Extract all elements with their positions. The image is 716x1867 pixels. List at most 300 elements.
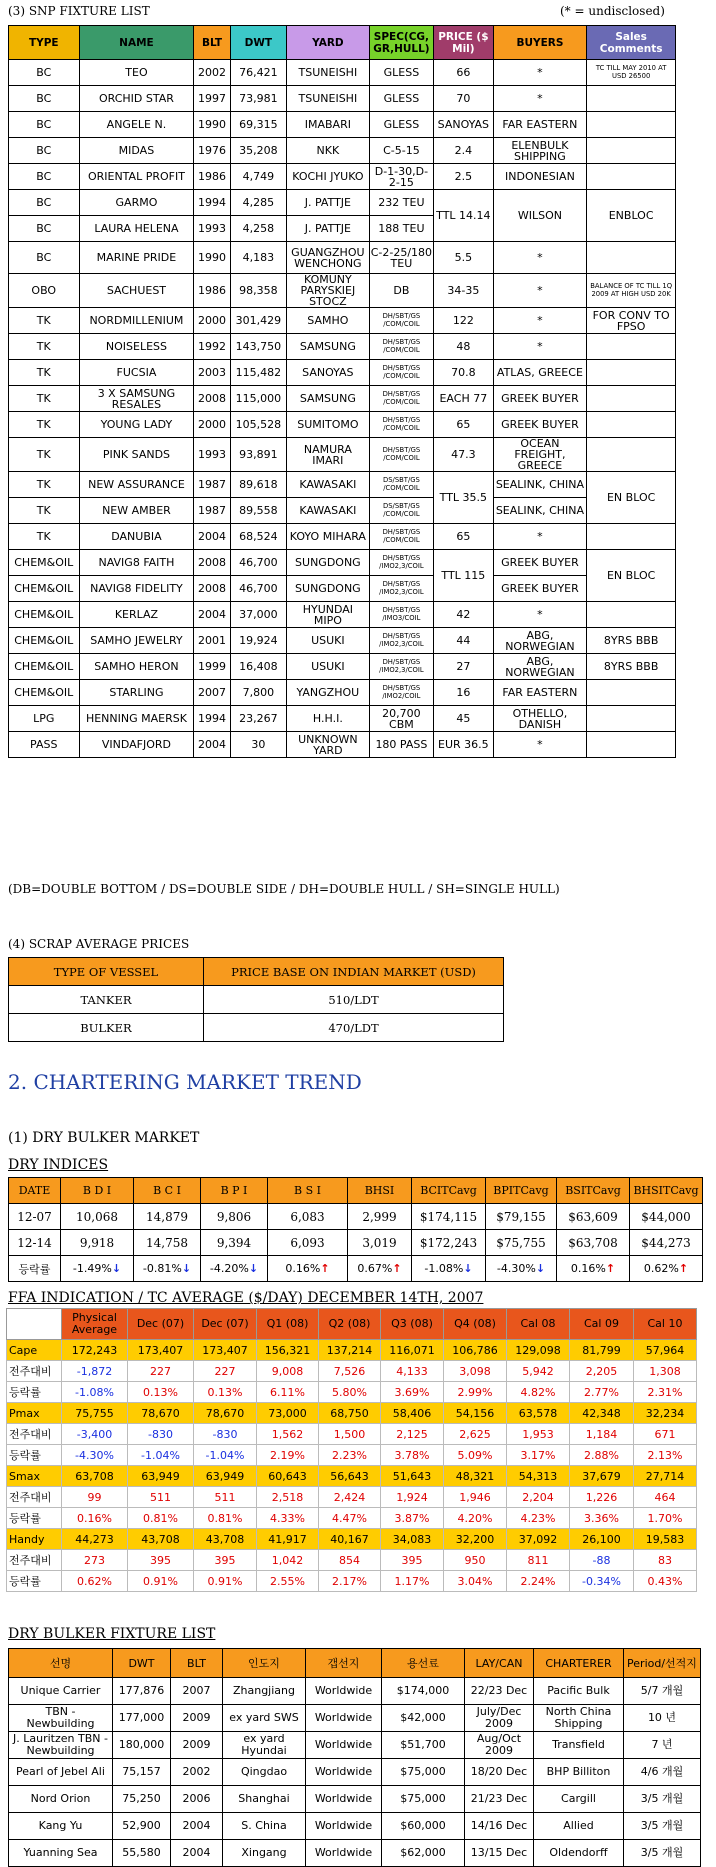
table-cell: [587, 112, 676, 138]
ffa-value-cell: 54,313: [507, 1466, 570, 1487]
table-cell: NORDMILLENIUM: [79, 308, 194, 334]
table-cell: SUNGDONG: [287, 576, 370, 602]
fixture-column-header: 선명: [9, 1649, 113, 1678]
ffa-pct-cell: 3.17%: [507, 1445, 570, 1466]
table-cell: WILSON: [493, 190, 587, 242]
arrow-up-icon: ↑: [392, 1262, 402, 1275]
table-cell: *: [493, 274, 587, 308]
snp-column-header: YARD: [287, 26, 370, 60]
table-cell: [587, 680, 676, 706]
table-cell: SAMSUNG: [287, 386, 370, 412]
table-cell: 1986: [194, 274, 230, 308]
table-cell: TK: [9, 498, 80, 524]
table-cell: NAVIG8 FIDELITY: [79, 576, 194, 602]
ffa-value-cell: 81,799: [570, 1340, 634, 1361]
table-cell: TEO: [79, 60, 194, 86]
ffa-value-cell: 173,407: [128, 1340, 194, 1361]
table-cell: 188 TEU: [369, 216, 433, 242]
table-cell: 4,285: [230, 190, 286, 216]
table-cell: 2.5: [434, 164, 493, 190]
table-cell: *: [493, 524, 587, 550]
ffa-value-cell: 56,643: [319, 1466, 381, 1487]
ffa-diff-cell: 2,625: [444, 1424, 507, 1445]
ffa-pct-cell: 3.78%: [381, 1445, 444, 1466]
fixture-column-header: Period/선적지: [624, 1649, 701, 1678]
ffa-pct-cell: 1.17%: [381, 1571, 444, 1592]
table-cell: DH/SBT/GS /COM/COIL: [369, 386, 433, 412]
table-cell: GREEK BUYER: [493, 576, 587, 602]
table-cell: BC: [9, 60, 80, 86]
table-cell: 4/6 개월: [624, 1759, 701, 1786]
table-cell: [587, 138, 676, 164]
fixture-column-header: CHARTERER: [534, 1649, 624, 1678]
table-cell: SEALINK, CHINA: [493, 498, 587, 524]
indices-column-header: B S I: [268, 1178, 348, 1204]
table-row: [9, 1840, 701, 1867]
table-cell: Cargill: [534, 1786, 624, 1813]
ffa-main-row: [7, 1340, 697, 1361]
scrap-cell: 510/LDT: [204, 986, 504, 1014]
ffa-diff-row: [7, 1424, 697, 1445]
ffa-value-cell: 172,243: [62, 1340, 128, 1361]
indices-column-header: DATE: [9, 1178, 61, 1204]
indices-change-cell: [134, 1256, 201, 1282]
ffa-value-cell: 63,949: [128, 1466, 194, 1487]
indices-column-header: BHSI: [348, 1178, 412, 1204]
table-cell: ABG, NORWEGIAN: [493, 628, 587, 654]
table-cell: DH/SBT/GS /IMO2,3/COIL: [369, 654, 433, 680]
table-cell: D-1-30,D-2-15: [369, 164, 433, 190]
table-cell: 70: [434, 86, 493, 112]
table-row: [9, 164, 676, 190]
indices-column-header: B D I: [61, 1178, 134, 1204]
table-cell: DANUBIA: [79, 524, 194, 550]
table-cell: [587, 164, 676, 190]
ffa-column-header: Q4 (08): [444, 1309, 507, 1340]
ffa-value-cell: 63,578: [507, 1403, 570, 1424]
table-row: [9, 1732, 701, 1759]
table-cell: 4,749: [230, 164, 286, 190]
ffa-value-cell: 63,949: [194, 1466, 257, 1487]
ffa-pct-cell: -4.30%: [62, 1445, 128, 1466]
table-cell: 2004: [194, 732, 230, 758]
ffa-pct-cell: 2.23%: [319, 1445, 381, 1466]
ffa-pct-cell: 0.91%: [128, 1571, 194, 1592]
indices-cell: 12-14: [9, 1230, 61, 1256]
table-row: [9, 438, 676, 472]
scrap-header-price: PRICE BASE ON INDIAN MARKET (USD): [204, 958, 504, 986]
table-row: [9, 334, 676, 360]
table-cell: 1987: [194, 472, 230, 498]
ffa-pct-cell: 2.13%: [634, 1445, 697, 1466]
fixture-column-header: BLT: [171, 1649, 223, 1678]
ffa-value-cell: 57,964: [634, 1340, 697, 1361]
table-cell: KAWASAKI: [287, 498, 370, 524]
table-cell: NKK: [287, 138, 370, 164]
table-cell: [587, 412, 676, 438]
table-cell: DH/SBT/GS /COM/COIL: [369, 308, 433, 334]
snp-column-header: Sales Comments: [587, 26, 676, 60]
ffa-pct-cell: 0.91%: [194, 1571, 257, 1592]
table-cell: 8YRS BBB: [587, 654, 676, 680]
table-cell: 23,267: [230, 706, 286, 732]
table-cell: LPG: [9, 706, 80, 732]
ffa-diff-cell: 227: [194, 1361, 257, 1382]
ffa-value-cell: 73,000: [257, 1403, 319, 1424]
table-cell: TK: [9, 438, 80, 472]
table-cell: Oldendorff: [534, 1840, 624, 1867]
table-row: [9, 138, 676, 164]
change-value: 0.62%: [643, 1262, 679, 1275]
table-cell: VINDAFJORD: [79, 732, 194, 758]
ffa-pct-cell: 2.17%: [319, 1571, 381, 1592]
table-cell: ORIENTAL PROFIT: [79, 164, 194, 190]
scrap-cell: TANKER: [9, 986, 204, 1014]
table-cell: 177,000: [113, 1705, 171, 1732]
table-cell: TBN - Newbuilding: [9, 1705, 113, 1732]
ffa-column-header: Physical Average: [62, 1309, 128, 1340]
indices-column-header: BHSITCavg: [630, 1178, 703, 1204]
table-cell: KOYO MIHARA: [287, 524, 370, 550]
table-cell: 19,924: [230, 628, 286, 654]
table-cell: $174,000: [382, 1678, 465, 1705]
table-cell: EN BLOC: [587, 472, 676, 524]
ffa-pct-row: [7, 1445, 697, 1466]
ffa-diff-cell: 2,125: [381, 1424, 444, 1445]
ffa-pct-cell: 1.70%: [634, 1508, 697, 1529]
table-cell: 55,580: [113, 1840, 171, 1867]
fixture-column-header: LAY/CAN: [465, 1649, 534, 1678]
table-row: [9, 190, 676, 216]
table-cell: TTL 115: [434, 550, 493, 602]
table-cell: [587, 360, 676, 386]
table-cell: 2007: [194, 680, 230, 706]
table-cell: 5.5: [434, 242, 493, 274]
table-cell: 37,000: [230, 602, 286, 628]
change-value: 0.67%: [357, 1262, 393, 1275]
indices-column-header: BPITCavg: [486, 1178, 557, 1204]
indices-cell: 12-07: [9, 1204, 61, 1230]
table-cell: FOR CONV TO FPSO: [587, 308, 676, 334]
table-cell: Qingdao: [223, 1759, 306, 1786]
ffa-diff-cell: 2,205: [570, 1361, 634, 1382]
indices-cell: 10,068: [61, 1204, 134, 1230]
table-cell: CHEM&OIL: [9, 602, 80, 628]
arrow-down-icon: ↓: [248, 1262, 259, 1275]
ffa-diff-cell: 83: [634, 1550, 697, 1571]
ffa-column-header: [7, 1309, 62, 1340]
table-cell: [587, 732, 676, 758]
table-cell: [587, 438, 676, 472]
table-cell: 1992: [194, 334, 230, 360]
table-cell: 75,250: [113, 1786, 171, 1813]
snp-column-header: TYPE: [9, 26, 80, 60]
table-cell: 13/15 Dec: [465, 1840, 534, 1867]
table-cell: 22/23 Dec: [465, 1678, 534, 1705]
ffa-diff-cell: 395: [128, 1550, 194, 1571]
table-cell: TK: [9, 334, 80, 360]
ffa-value-cell: 40,167: [319, 1529, 381, 1550]
ffa-vessel-label: Handy: [7, 1529, 62, 1550]
ffa-pct-cell: 2.88%: [570, 1445, 634, 1466]
snp-column-header: SPEC(CG, GR,HULL): [369, 26, 433, 60]
table-cell: CHEM&OIL: [9, 628, 80, 654]
snp-footnote: (DB=DOUBLE BOTTOM / DS=DOUBLE SIDE / DH=DOUBLE HULL / SH=SINGLE HULL): [8, 882, 560, 896]
table-cell: SAMHO JEWELRY: [79, 628, 194, 654]
ffa-pct-cell: 4.20%: [444, 1508, 507, 1529]
ffa-diff-cell: 395: [381, 1550, 444, 1571]
ffa-diff-cell: -830: [194, 1424, 257, 1445]
snp-column-header: BLT: [194, 26, 230, 60]
table-cell: 44: [434, 628, 493, 654]
ffa-pct-cell: 3.36%: [570, 1508, 634, 1529]
table-cell: DH/SBT/GS /IMO2/COIL: [369, 680, 433, 706]
table-cell: 1993: [194, 216, 230, 242]
table-cell: 1987: [194, 498, 230, 524]
ffa-value-cell: 19,583: [634, 1529, 697, 1550]
table-cell: SEALINK, CHINA: [493, 472, 587, 498]
ffa-value-cell: 54,156: [444, 1403, 507, 1424]
change-value: -4.30%: [496, 1262, 536, 1275]
table-cell: 1990: [194, 242, 230, 274]
table-cell: 1986: [194, 164, 230, 190]
table-cell: Xingang: [223, 1840, 306, 1867]
ffa-diff-cell: 9,008: [257, 1361, 319, 1382]
table-cell: PINK SANDS: [79, 438, 194, 472]
table-cell: MARINE PRIDE: [79, 242, 194, 274]
table-cell: ENBLOC: [587, 190, 676, 242]
ffa-diff-cell: 1,946: [444, 1487, 507, 1508]
table-cell: 21/23 Dec: [465, 1786, 534, 1813]
table-cell: 180,000: [113, 1732, 171, 1759]
indices-cell: 14,879: [134, 1204, 201, 1230]
table-cell: 3/5 개월: [624, 1813, 701, 1840]
ffa-main-row: [7, 1529, 697, 1550]
table-cell: 20,700 CBM: [369, 706, 433, 732]
table-cell: DB: [369, 274, 433, 308]
indices-cell: $75,755: [486, 1230, 557, 1256]
table-cell: UNKNOWN YARD: [287, 732, 370, 758]
arrow-up-icon: ↑: [678, 1262, 689, 1275]
table-cell: KERLAZ: [79, 602, 194, 628]
ffa-pct-label: 등락률: [7, 1508, 62, 1529]
table-cell: 2000: [194, 308, 230, 334]
table-cell: BALANCE OF TC TILL 1Q 2009 AT HIGH USD 20K: [587, 274, 676, 308]
table-cell: TK: [9, 308, 80, 334]
ffa-value-cell: 173,407: [194, 1340, 257, 1361]
table-cell: DS/SBT/GS /COM/COIL: [369, 498, 433, 524]
ffa-diff-cell: 2,518: [257, 1487, 319, 1508]
table-cell: DH/SBT/GS /COM/COIL: [369, 524, 433, 550]
ffa-pct-row: [7, 1382, 697, 1403]
ffa-column-header: Cal 08: [507, 1309, 570, 1340]
table-cell: 7,800: [230, 680, 286, 706]
table-cell: KOCHI JYUKO: [287, 164, 370, 190]
table-cell: HYUNDAI MIPO: [287, 602, 370, 628]
table-cell: TTL 14.14: [434, 190, 493, 242]
table-cell: 3/5 개월: [624, 1840, 701, 1867]
ffa-vessel-label: Smax: [7, 1466, 62, 1487]
table-cell: 1994: [194, 706, 230, 732]
table-cell: [587, 706, 676, 732]
table-cell: 75,157: [113, 1759, 171, 1786]
table-cell: 66: [434, 60, 493, 86]
ffa-diff-cell: 1,226: [570, 1487, 634, 1508]
table-cell: 180 PASS: [369, 732, 433, 758]
ffa-diff-label: 전주대비: [7, 1424, 62, 1445]
ffa-diff-cell: 811: [507, 1550, 570, 1571]
table-cell: *: [493, 86, 587, 112]
ffa-diff-cell: 1,924: [381, 1487, 444, 1508]
arrow-down-icon: ↓: [111, 1262, 122, 1275]
change-value: 0.16%: [285, 1262, 321, 1275]
indices-change-cell: [486, 1256, 557, 1282]
ffa-value-cell: 42,348: [570, 1403, 634, 1424]
ffa-main-row: [7, 1466, 697, 1487]
indices-cell: $174,115: [412, 1204, 486, 1230]
dry-indices-title: DRY INDICES: [8, 1157, 109, 1173]
ffa-pct-cell: 4.47%: [319, 1508, 381, 1529]
table-cell: SAMSUNG: [287, 334, 370, 360]
table-cell: 2004: [171, 1813, 223, 1840]
ffa-value-cell: 27,714: [634, 1466, 697, 1487]
table-cell: Worldwide: [306, 1786, 382, 1813]
change-value: -4.20%: [209, 1262, 249, 1275]
table-cell: Transfield: [534, 1732, 624, 1759]
table-cell: TSUNEISHI: [287, 86, 370, 112]
table-cell: 2007: [171, 1678, 223, 1705]
table-cell: 2003: [194, 360, 230, 386]
indices-cell: $63,609: [557, 1204, 630, 1230]
table-cell: 2.4: [434, 138, 493, 164]
table-cell: ORCHID STAR: [79, 86, 194, 112]
table-cell: 65: [434, 412, 493, 438]
table-row: [9, 1705, 701, 1732]
table-cell: CHEM&OIL: [9, 654, 80, 680]
ffa-pct-cell: -1.04%: [194, 1445, 257, 1466]
ffa-diff-cell: 2,424: [319, 1487, 381, 1508]
table-row: [9, 112, 676, 138]
indices-cell: 9,394: [201, 1230, 268, 1256]
table-cell: 2002: [194, 60, 230, 86]
table-cell: OCEAN FREIGHT, GREECE: [493, 438, 587, 472]
table-cell: 1990: [194, 112, 230, 138]
ffa-diff-cell: 227: [128, 1361, 194, 1382]
table-cell: NOISELESS: [79, 334, 194, 360]
table-cell: 2001: [194, 628, 230, 654]
ffa-column-header: Q3 (08): [381, 1309, 444, 1340]
indices-cell: 9,806: [201, 1204, 268, 1230]
table-cell: 115,482: [230, 360, 286, 386]
table-cell: 4,258: [230, 216, 286, 242]
table-cell: BC: [9, 216, 80, 242]
table-cell: 301,429: [230, 308, 286, 334]
table-cell: [587, 602, 676, 628]
ffa-pct-label: 등락률: [7, 1571, 62, 1592]
ffa-pct-cell: 2.19%: [257, 1445, 319, 1466]
table-cell: NEW AMBER: [79, 498, 194, 524]
table-cell: DH/SBT/GS /IMO2,3/COIL: [369, 576, 433, 602]
table-cell: [587, 524, 676, 550]
scrap-title: (4) SCRAP AVERAGE PRICES: [8, 937, 190, 951]
table-cell: FUCSIA: [79, 360, 194, 386]
table-cell: KOMUNY PARYSKIEJ STOCZ: [287, 274, 370, 308]
indices-cell: $44,000: [630, 1204, 703, 1230]
table-cell: DH/SBT/GS /COM/COIL: [369, 438, 433, 472]
ffa-diff-label: 전주대비: [7, 1550, 62, 1571]
table-cell: Shanghai: [223, 1786, 306, 1813]
arrow-down-icon: ↓: [181, 1262, 192, 1275]
indices-cell: 14,758: [134, 1230, 201, 1256]
ffa-diff-cell: 273: [62, 1550, 128, 1571]
table-cell: GLESS: [369, 60, 433, 86]
ffa-value-cell: 116,071: [381, 1340, 444, 1361]
table-cell: GUANGZHOU WENCHONG: [287, 242, 370, 274]
indices-column-header: B P I: [201, 1178, 268, 1204]
table-row: [9, 1786, 701, 1813]
fixture-column-header: 갭선지: [306, 1649, 382, 1678]
ffa-diff-cell: 854: [319, 1550, 381, 1571]
ffa-pct-cell: 2.31%: [634, 1382, 697, 1403]
indices-column-header: BCITCavg: [412, 1178, 486, 1204]
ffa-value-cell: 75,755: [62, 1403, 128, 1424]
table-cell: *: [493, 732, 587, 758]
table-cell: NAVIG8 FAITH: [79, 550, 194, 576]
table-cell: *: [493, 334, 587, 360]
table-cell: 27: [434, 654, 493, 680]
indices-change-cell: [348, 1256, 412, 1282]
table-cell: Pacific Bulk: [534, 1678, 624, 1705]
ffa-pct-cell: 4.82%: [507, 1382, 570, 1403]
ffa-diff-cell: -1,872: [62, 1361, 128, 1382]
ffa-diff-label: 전주대비: [7, 1361, 62, 1382]
table-cell: LAURA HELENA: [79, 216, 194, 242]
table-cell: BC: [9, 242, 80, 274]
ffa-pct-cell: 4.23%: [507, 1508, 570, 1529]
ffa-pct-cell: 3.04%: [444, 1571, 507, 1592]
table-cell: DS/SBT/GS /COM/COIL: [369, 472, 433, 498]
ffa-diff-label: 전주대비: [7, 1487, 62, 1508]
table-cell: EUR 36.5: [434, 732, 493, 758]
table-cell: INDONESIAN: [493, 164, 587, 190]
indices-cell: $44,273: [630, 1230, 703, 1256]
table-cell: $75,000: [382, 1786, 465, 1813]
ffa-vessel-label: Pmax: [7, 1403, 62, 1424]
table-cell: SANOYAS: [287, 360, 370, 386]
table-cell: 122: [434, 308, 493, 334]
table-cell: SAMHO: [287, 308, 370, 334]
table-cell: $42,000: [382, 1705, 465, 1732]
table-cell: 2000: [194, 412, 230, 438]
table-cell: CHEM&OIL: [9, 576, 80, 602]
ffa-pct-label: 등락률: [7, 1382, 62, 1403]
table-cell: Worldwide: [306, 1840, 382, 1867]
table-cell: GLESS: [369, 86, 433, 112]
snp-title: (3) SNP FIXTURE LIST: [8, 4, 150, 18]
table-row: [9, 386, 676, 412]
change-value: -1.49%: [72, 1262, 112, 1275]
ffa-value-cell: 32,234: [634, 1403, 697, 1424]
ffa-diff-cell: 1,042: [257, 1550, 319, 1571]
table-cell: GARMO: [79, 190, 194, 216]
table-row: [9, 86, 676, 112]
table-cell: CHEM&OIL: [9, 680, 80, 706]
table-cell: SUMITOMO: [287, 412, 370, 438]
indices-change-label: 등락률: [9, 1256, 61, 1282]
table-cell: HENNING MAERSK: [79, 706, 194, 732]
ffa-table: [6, 1308, 697, 1592]
table-cell: 5/7 개월: [624, 1678, 701, 1705]
